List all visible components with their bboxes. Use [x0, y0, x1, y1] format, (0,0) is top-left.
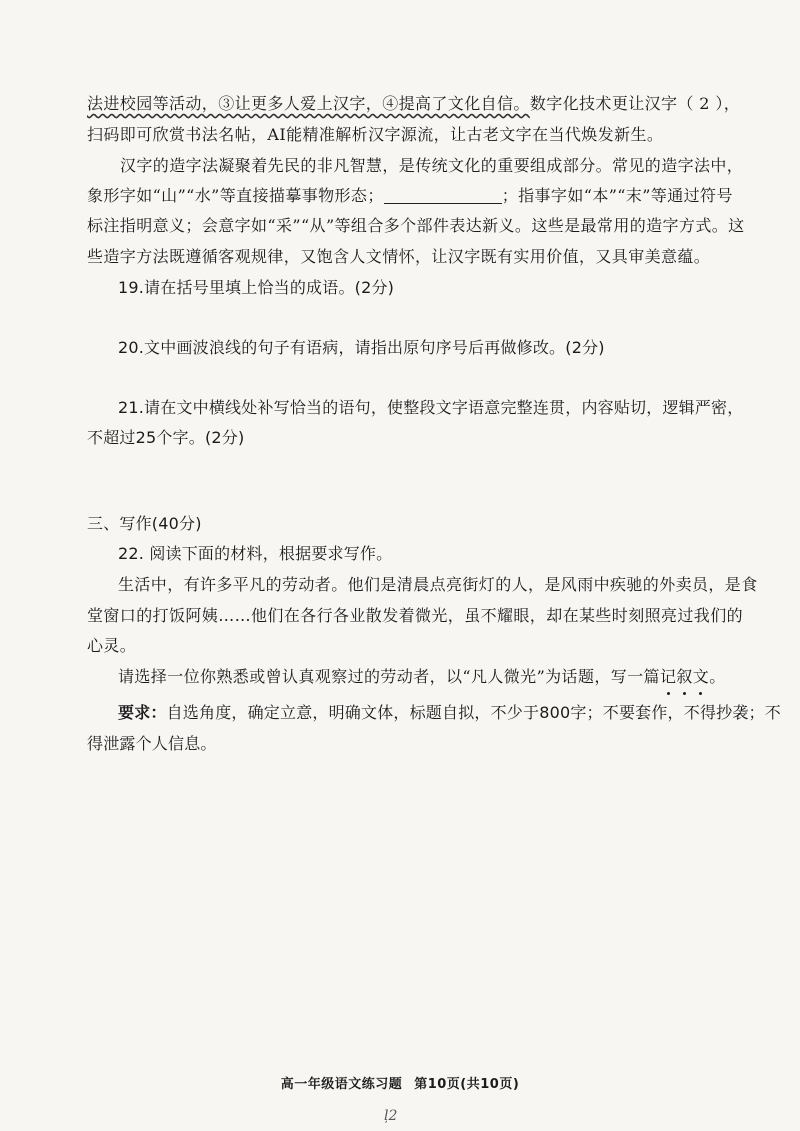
question-22: 22. 阅读下面的材料，根据要求写作。: [118, 544, 393, 563]
passage-line-1: [87, 92, 740, 116]
requirements-label: 要求：: [118, 703, 167, 722]
passage-line-1-rest: 数字化技术更让汉字（ 2 ），: [529, 94, 741, 113]
writing-prompt-end: 。: [709, 667, 726, 686]
writing-prompt: [118, 665, 726, 689]
requirements-text: 自选角度，确定立意，明确文体，标题自拟，不少于800字；不要套作，不得抄袭；不: [166, 703, 781, 722]
question-20: 20.文中画波浪线的句子有语病，请指出原句序号后再做修改。(2分): [118, 338, 605, 357]
emphasis-char-xu: 叙: [676, 665, 692, 689]
fill-in-blank-line: [384, 187, 502, 204]
writing-prompt-text: 请选择一位你熟悉或曾认真观察过的劳动者，以“凡人微光”为话题，写一篇: [118, 667, 660, 686]
passage-line-4: [87, 184, 733, 208]
emphasis-char-wen: 文: [693, 665, 709, 689]
page-footer: [0, 1073, 800, 1092]
passage-line-2: 扫码即可欣赏书法名帖，AI能精准解析汉字源流，让古老文字在当代焕发新生。: [87, 125, 664, 144]
page-number: 第10页(共10页): [414, 1077, 520, 1092]
handwritten-page-mark: ļ2: [384, 1108, 398, 1124]
passage-line-4-end: ；指事字如“本”“末”等通过符号: [501, 186, 733, 205]
material-line-1: 生活中，有许多平凡的劳动者。他们是清晨点亮街灯的人，是风雨中疾驰的外卖员，是食: [118, 575, 758, 594]
passage-line-5: 标注指明意义；会意字如“采”“从”等组合多个部件表达新义。这些是最常用的造字方式。这: [87, 216, 745, 235]
requirements-line-2: 得泄露个人信息。: [87, 734, 217, 753]
passage-line-3: 汉字的造字法凝聚着先民的非凡智慧，是传统文化的重要组成部分。常见的造字法中，: [120, 156, 744, 175]
exam-title: 高一年级语文练习题: [280, 1077, 403, 1092]
question-21-line-1: 21.请在文中横线处补写恰当的语句，使整段文字语意完整连贯，内容贴切，逻辑严密，: [118, 398, 744, 417]
question-19: 19.请在括号里填上恰当的成语。(2分): [118, 278, 395, 297]
wavy-underlined-sentence: 法进校园等活动，③让更多人爱上汉字，④提高了文化自信。: [87, 94, 530, 113]
passage-line-6: 些造字方法既遵循客观规律，又饱含人文情怀，让汉字既有实用价值，又具审美意蕴。: [87, 247, 711, 266]
material-line-3: 心灵。: [87, 636, 137, 655]
material-line-2: 堂窗口的打饭阿姨……他们在各行各业散发着微光，虽不耀眼，却在某些时刻照亮过我们的: [87, 606, 744, 625]
writing-section-title: 三、写作(40分): [87, 514, 202, 533]
requirements-line-1: [118, 701, 781, 725]
question-21-line-2: 不超过25个字。(2分): [87, 428, 245, 447]
passage-line-4-start: 象形字如“山”“水”等直接描摹事物形态；: [87, 186, 384, 205]
emphasis-char-ji: 记: [660, 665, 676, 689]
